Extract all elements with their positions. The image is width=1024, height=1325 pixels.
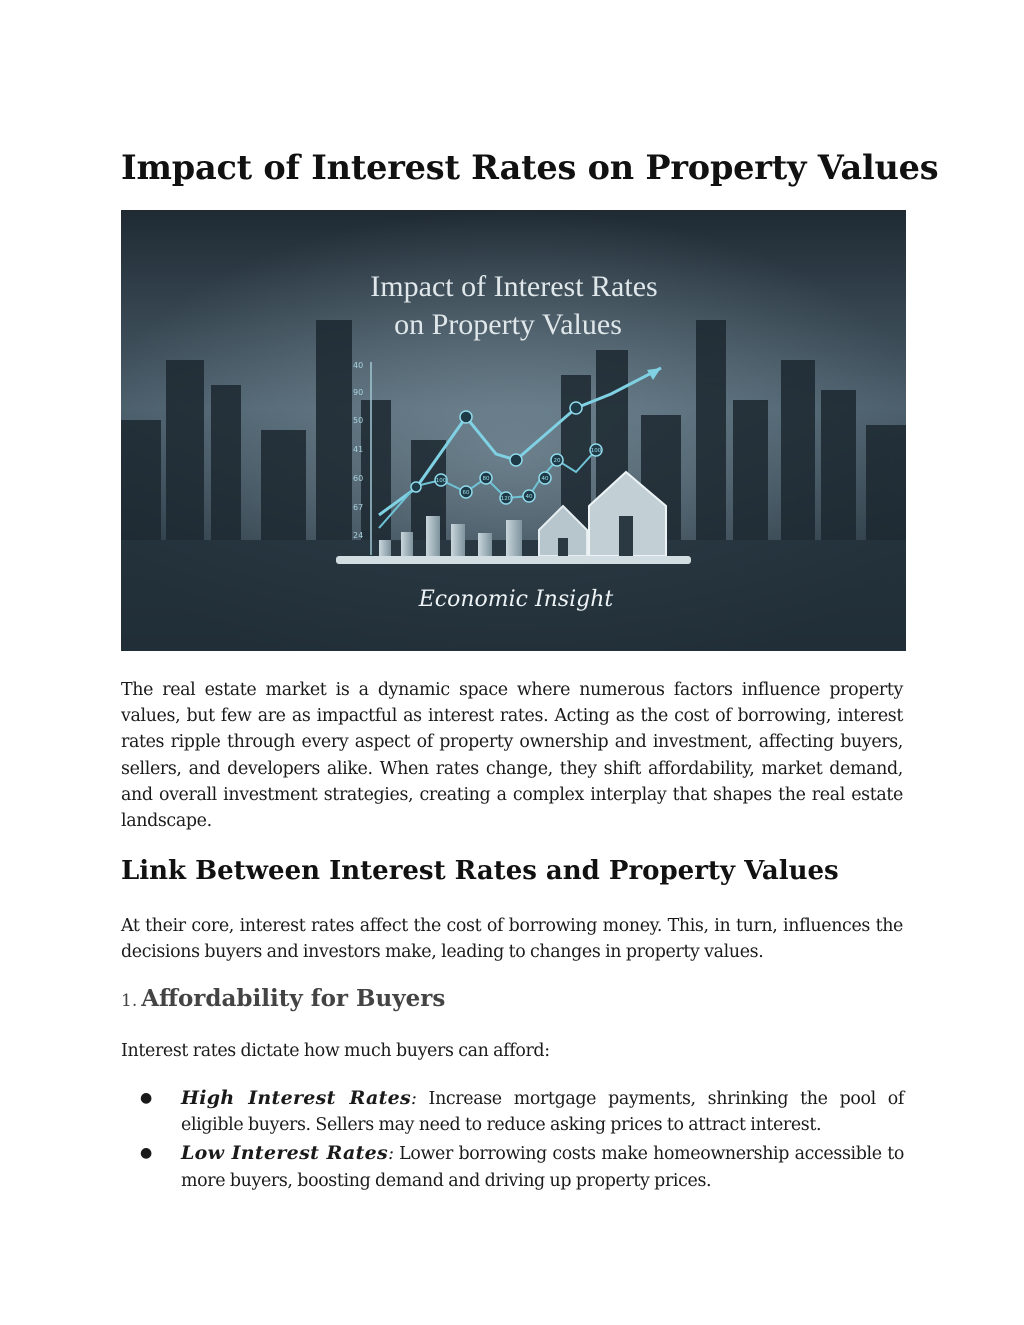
svg-text:120: 120 <box>500 496 512 502</box>
svg-text:67: 67 <box>353 503 364 512</box>
list-item: ● High Interest Rates: Increase mortgage payments, shrinking the pool of eligible buyers. Sellers may need to reduce asking prices to attract interest. <box>140 1087 904 1136</box>
intro-paragraph: The real estate market is a dynamic space where numerous factors influence property values, but few are as impactful as interest rates. Acting as the cost of borrowing, interest rates ripple through every aspect of property ownership and investment, affecting buyers, sellers, and developers alike. When rates change, they shift affordability, market demand, and overall investment strategies, creating a complex interplay that shapes the real estate landscape. <box>121 680 903 832</box>
svg-text:60: 60 <box>462 490 470 496</box>
subsection-heading <box>121 985 445 1012</box>
hero-headline-line1: Impact of Interest Rates <box>370 270 658 303</box>
bullet-term: Low Interest Rates <box>181 1142 389 1165</box>
svg-text:40: 40 <box>541 476 549 482</box>
page-title: Impact of Interest Rates on Property Values <box>121 148 939 187</box>
svg-text:80: 80 <box>482 476 490 482</box>
list-item: ● Low Interest Rates: Lower borrowing costs make homeownership accessible to more buyers, boosting demand and driving up property prices. <box>140 1142 904 1191</box>
bullet-list <box>121 1085 904 1196</box>
svg-text:100: 100 <box>590 448 602 454</box>
subsection-title: Affordability for Buyers <box>141 985 446 1012</box>
subsection-number: 1. <box>121 991 138 1011</box>
svg-text:100: 100 <box>435 478 447 484</box>
svg-text:40: 40 <box>353 361 364 370</box>
bullet-icon: ● <box>140 1090 152 1106</box>
bullet-term: High Interest Rates <box>181 1087 412 1109</box>
bullet-icon: ● <box>140 1145 152 1162</box>
hero-image <box>121 210 906 651</box>
hero-headline-line2: on Property Values <box>394 308 622 341</box>
svg-text:50: 50 <box>353 416 364 425</box>
svg-text:24: 24 <box>353 531 364 540</box>
bullet-text: Increase mortgage payments, shrinking the pool of eligible buyers. Sellers may need to reduce asking prices to attract interest. <box>181 1089 904 1136</box>
section-heading: Link Between Interest Rates and Property Values <box>121 856 839 886</box>
svg-text:41: 41 <box>353 445 364 454</box>
svg-text:90: 90 <box>353 388 364 397</box>
svg-text:40: 40 <box>525 494 533 500</box>
hero-illustration <box>121 210 906 651</box>
hero-tagline: Economic Insight <box>418 587 614 612</box>
section-paragraph: At their core, interest rates affect the cost of borrowing money. This, in turn, influences the decisions buyers and investors make, leading to changes in property values. <box>121 916 903 963</box>
hero-base <box>336 556 691 564</box>
svg-text:60: 60 <box>353 474 364 483</box>
svg-text:20: 20 <box>553 458 561 464</box>
bullet-text: Lower borrowing costs make homeownership accessible to more buyers, boosting demand and driving up property prices. <box>181 1144 904 1191</box>
subsection-lead: Interest rates dictate how much buyers can afford: <box>121 1041 550 1061</box>
